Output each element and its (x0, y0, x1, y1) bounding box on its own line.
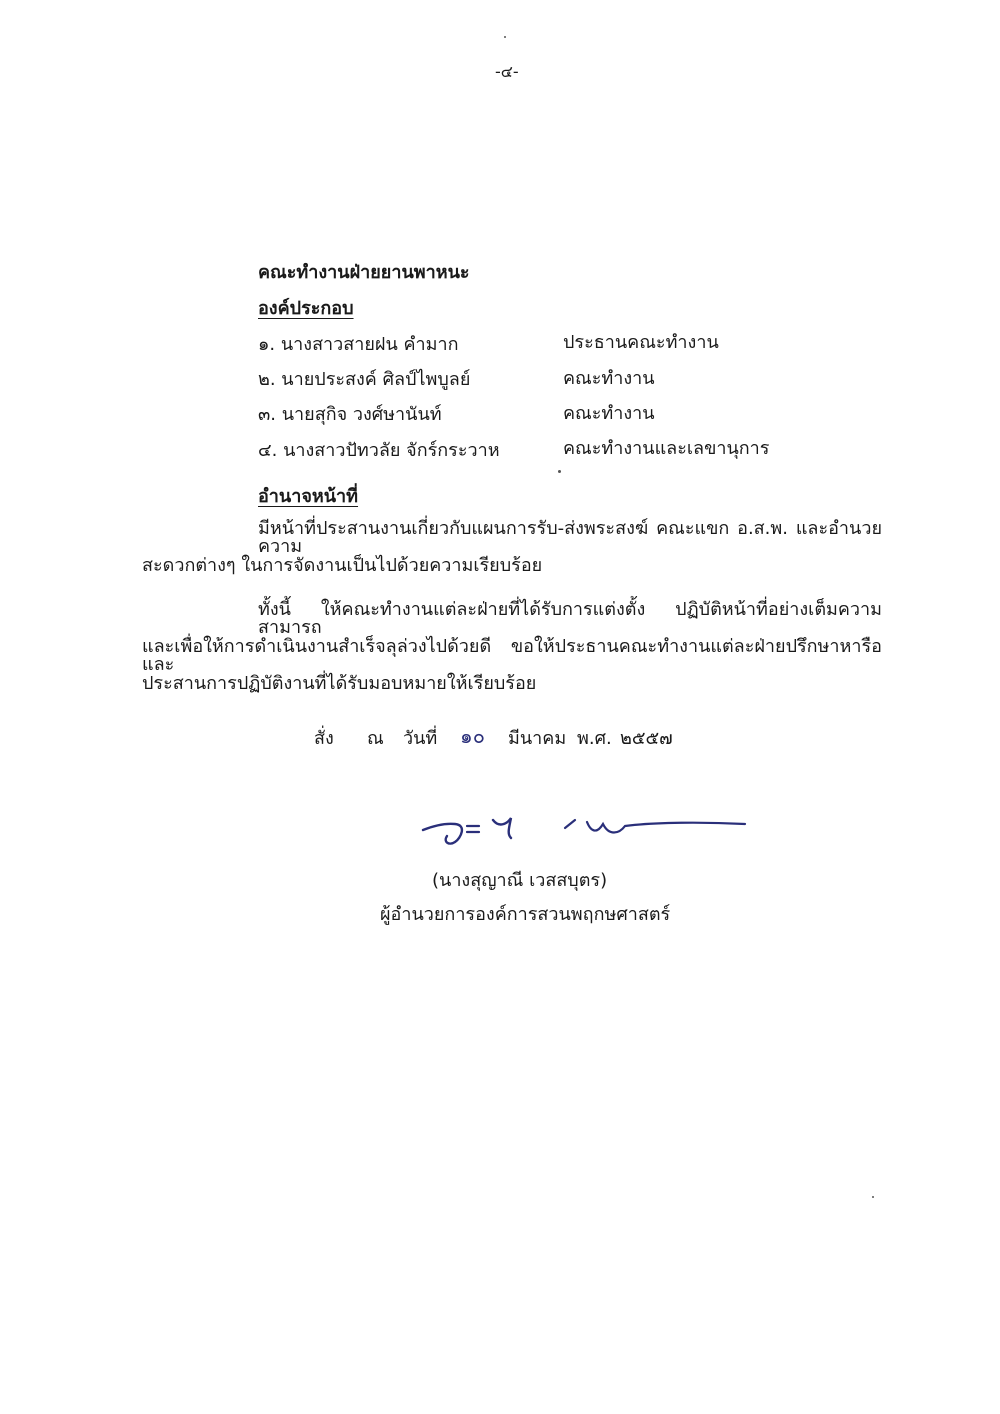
month-name: มีนาคม (508, 728, 567, 749)
signature-stroke (467, 826, 479, 832)
section-title: คณะทำงานฝ่ายยานพาหนะ (258, 262, 470, 283)
member-role: คณะทำงานและเลขานุการ (563, 438, 770, 459)
member-role: คณะทำงาน (563, 368, 655, 389)
page-number: -๔- (495, 62, 519, 81)
signatory-name: (นางสุญาณี เวสสบุตร) (432, 870, 608, 891)
signature-stroke (493, 818, 511, 838)
duties-paragraph-line-1: มีหน้าที่ประสานงานเกี่ยวกับแผนการรับ-ส่งพระสงฆ์ คณะแขก อ.ส.พ. และอำนวยความ (258, 518, 882, 557)
scan-speck (872, 1196, 874, 1198)
signatory-position: ผู้อำนวยการองค์การสวนพฤกษศาสตร์ (380, 904, 671, 925)
closing-paragraph-line-2: และเพื่อให้การดำเนินงานสำเร็จลุล่วงไปด้วยดี ขอให้ประธานคณะทำงานแต่ละฝ่ายปรึกษาหารือและ (142, 636, 882, 675)
date-word: วันที่ (403, 728, 438, 749)
member-name: ๑. นางสาวสายฝน คำมาก (258, 334, 459, 355)
signature-stroke (565, 820, 575, 828)
signature-stroke (423, 824, 462, 844)
at-word: ณ (367, 728, 384, 749)
member-role: ประธานคณะทำงาน (563, 332, 719, 353)
composition-heading: องค์ประกอบ (258, 298, 354, 319)
order-word: สั่ง (314, 728, 334, 749)
scan-speck (558, 470, 561, 473)
duties-paragraph-line-2: สะดวกต่างๆ ในการจัดงานเป็นไปด้วยความเรียบร้อย (142, 555, 543, 576)
handwritten-day: ๑๐ (460, 724, 485, 748)
closing-paragraph-line-1: ทั้งนี้ ให้คณะทำงานแต่ละฝ่ายที่ได้รับการแต่งตั้ง ปฏิบัติหน้าที่อย่างเต็มความสามารถ (258, 599, 882, 638)
duties-heading: อำนาจหน้าที่ (258, 486, 359, 507)
signature-image (415, 798, 755, 858)
signature-stroke (587, 822, 745, 833)
era-abbrev: พ.ศ. (577, 728, 612, 749)
closing-paragraph-line-3: ประสานการปฏิบัติงานที่ได้รับมอบหมายให้เรียบร้อย (142, 673, 537, 694)
member-name: ๔. นางสาวปัทวลัย จักร์กระวาห (258, 440, 500, 461)
member-name: ๒. นายประสงค์ ศิลป์ไพบูลย์ (258, 369, 471, 390)
member-name: ๓. นายสุกิจ วงศ์ษานันท์ (258, 404, 442, 425)
scan-speck (504, 36, 506, 38)
year-number: ๒๕๕๗ (620, 728, 673, 749)
member-role: คณะทำงาน (563, 403, 655, 424)
